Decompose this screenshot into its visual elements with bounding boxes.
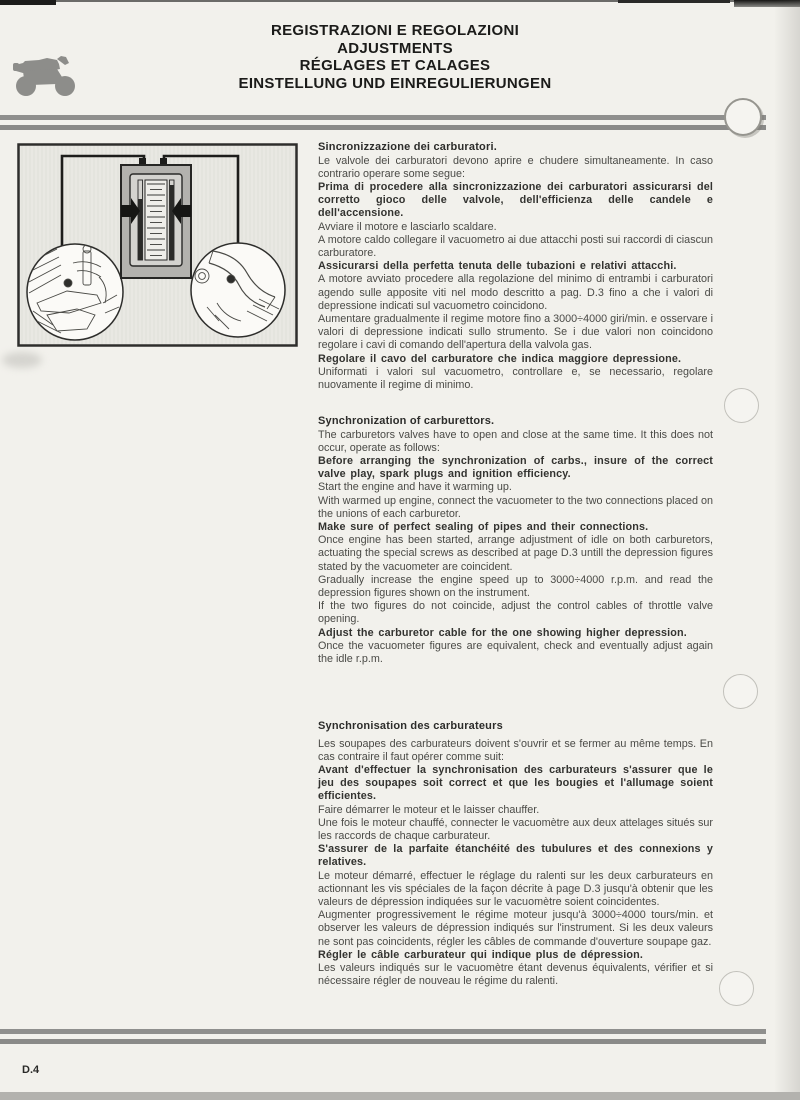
scan-mark: [618, 0, 730, 3]
paragraph: Assicurarsi della perfetta tenuta delle tubazioni e relativi attacchi.: [318, 260, 677, 273]
scan-mark: [0, 0, 56, 5]
paragraph: Adjust the carburetor cable for the one showing higher depression.: [318, 626, 687, 639]
paragraph: S'assurer de la parfaite étanchéité des tubulures et des connexions y relatives.: [318, 843, 713, 869]
paragraph: Le moteur démarré, effectuer le réglage du ralenti sur les deux carburateurs en actionnant les vis spéciales de la façon décrite à page D.3 jusqu'à obtenir que les valeurs de dépression indiquées sur le vacuomètre soient coincidentes.: [318, 869, 713, 908]
paragraph: Régler le câble carburateur qui indique plus de dépression.: [318, 948, 644, 961]
paragraph: Avant d'effectuer la synchronisation des carburateurs s'assurer que le jeu des soupapes soit correct et que les bougies et l'allumage soient efficientes.: [318, 763, 713, 803]
page-number: D.4: [22, 1064, 40, 1076]
page-title-block: [160, 22, 630, 92]
punch-hole: [724, 388, 759, 423]
punch-hole: [724, 98, 762, 136]
paragraph: Aumentare gradualmente il regime motore fino a 3000÷4000 giri/min. e osservare i valori di depressione indicati sullo strumento. Se i due valori non coincidono regolare i cavi di comando dell'apertura della valvola gas.: [318, 312, 713, 352]
paragraph: With warmed up engine, connect the vacuometer to the two connections placed on the unions of each carburetor.: [318, 494, 713, 520]
scan-right-shadow: [774, 0, 800, 1100]
header-divider-bars: [0, 115, 766, 130]
left-carburetor-detail: [27, 244, 123, 340]
motorcycle-icon: [13, 55, 81, 97]
paragraph: Avviare il motore e lasciarlo scaldare.: [318, 220, 497, 233]
paragraph: Le valvole dei carburatori devono aprire e chudere simultaneamente. In caso contrario operare some segue:: [318, 154, 713, 180]
footer-divider-bars: [0, 1029, 766, 1044]
paragraph: Before arranging the synchronization of carbs., insure of the correct valve play, spark plugs and ignition efficiency.: [318, 454, 713, 481]
paragraph: The carburetors valves have to open and close at the same time. It this does not occur, operate as follows:: [318, 428, 713, 454]
paragraph: Une fois le moteur chauffé, connecter le vacuomètre aux deux attelages situés sur les raccords de chaque carburateur.: [318, 816, 713, 842]
paragraph: Start the engine and have it warming up.: [318, 481, 512, 494]
paragraph: Les valeurs indiqués sur le vacuomètre étant devenus équivalents, vérifier et si nécessaire régler de nouveau le régime du ralenti.: [318, 961, 713, 988]
section-italian: [318, 141, 713, 392]
paragraph: Uniformati i valori sul vacuometro, controllare e, se necessario, regolare nuovamente il regime di minimo.: [318, 365, 713, 391]
paragraph: Les soupapes des carburateurs doivent s'ouvrir et se fermer au même temps. En cas contraire il faut opérer comme suit:: [318, 737, 713, 763]
section-heading-italian: Sincronizzazione dei carburatori.: [318, 141, 497, 153]
title-french: RÉGLAGES ET CALAGES: [299, 57, 491, 74]
paragraph: Once the vacuometer figures are equivalent, check and eventually adjust again the idle r.p.m.: [318, 639, 713, 665]
paragraph: A motore avviato procedere alla regolazione del minimo di entrambi i carburatori agendo sulle apposite viti nel modo descritto a pag. D.3 fino a che i valori di depressione indicati sul vacuometro coincidono.: [318, 273, 713, 312]
right-carburetor-detail: [191, 243, 285, 337]
section-english: [318, 415, 713, 666]
section-heading-english: Synchronization of carburettors.: [318, 415, 495, 427]
paragraph: Regolare il cavo del carburatore che indica maggiore depressione.: [318, 352, 682, 365]
paragraph: If the two figures do not coincide, adjust the control cables of throttle valve opening.: [318, 600, 713, 626]
section-heading-french: Synchronisation des carburateurs: [318, 720, 503, 732]
section-french: [318, 720, 713, 988]
title-german: EINSTELLUNG UND EINREGULIERUNGEN: [238, 74, 552, 92]
paragraph: Augmenter progressivement le régime moteur jusqu'à 3000÷4000 tours/min. et observer les valeurs de dépression indiqués sur l'instrument. Si les deux valeurs ne sont pas coincidents, régler les câbles de commande d'ouverture soupape gaz.: [318, 909, 713, 948]
vacuometer-illustration: [17, 143, 298, 347]
paragraph: A motore caldo collegare il vacuometro ai due attacchi posti sui raccordi di ciascun carburatore.: [318, 233, 713, 259]
paragraph: Make sure of perfect sealing of pipes and their connections.: [318, 520, 649, 533]
vacuometer-gauge: [121, 158, 191, 278]
paragraph: Once engine has been started, arrange adjustment of idle on both carburetors, actuating the special screws as described at page D.3 untill the depression figures stated by the vacuometer are coincident.: [318, 534, 713, 573]
paragraph: Faire démarrer le moteur et le laisser chauffer.: [318, 803, 540, 816]
punch-hole: [723, 674, 758, 709]
paragraph: Prima di procedere alla sincronizzazione dei carburatori assicurarsi del corretto gioco delle valvole, dell'efficienza delle candele e dell'accensione.: [318, 180, 713, 220]
title-english: ADJUSTMENTS: [337, 39, 453, 57]
paragraph: Gradually increase the engine speed up to 3000÷4000 r.p.m. and read the depression figures shown on the instrument.: [318, 573, 713, 599]
scan-smudge: [2, 352, 42, 368]
scan-bottom-edge: [0, 1092, 800, 1100]
title-italian: REGISTRAZIONI E REGOLAZIONI: [270, 22, 520, 39]
punch-hole: [719, 971, 754, 1006]
